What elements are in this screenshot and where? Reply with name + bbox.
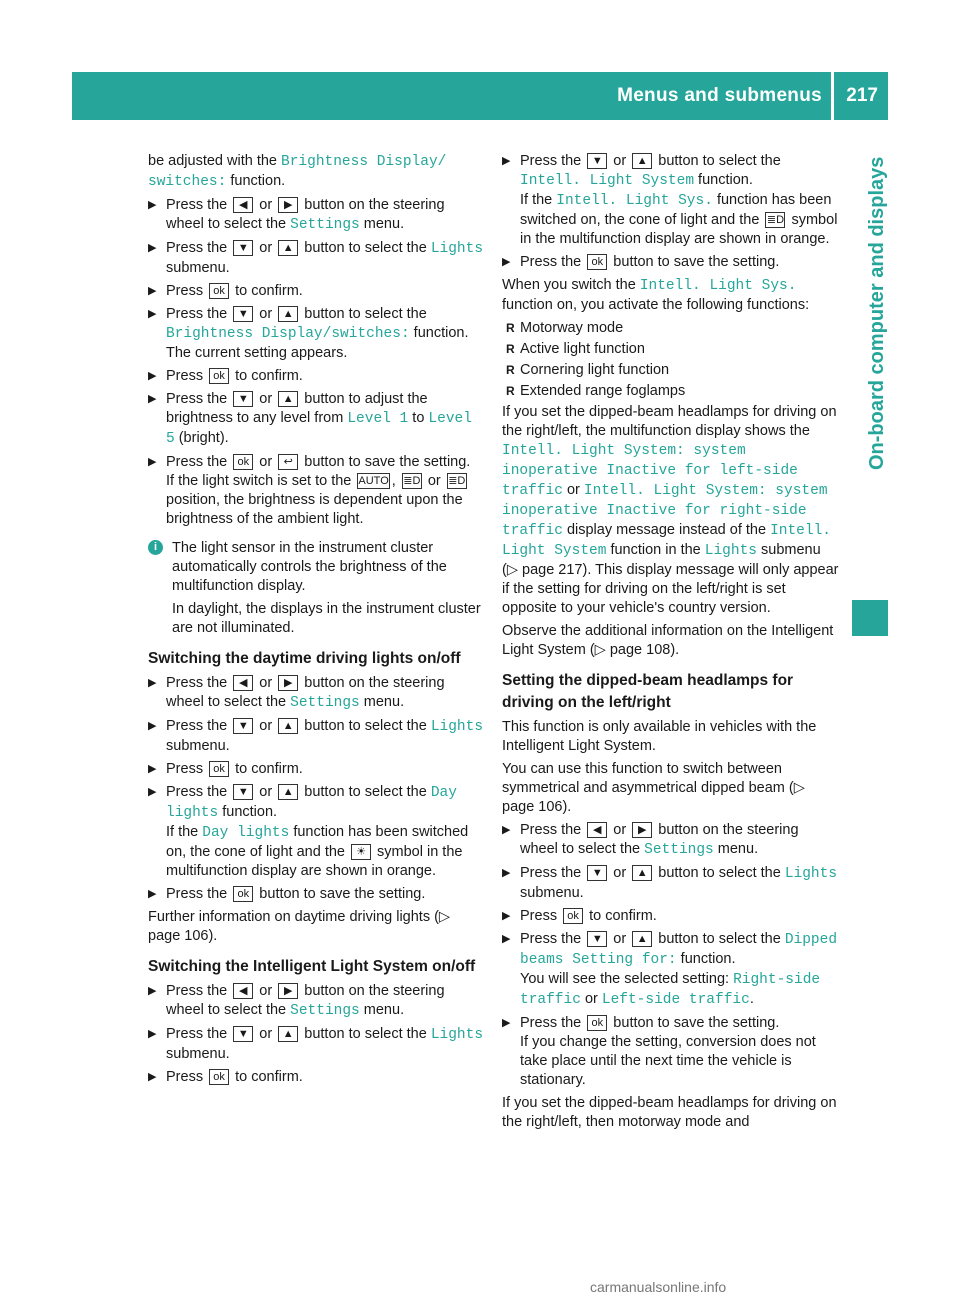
ok-key-icon: ok	[587, 254, 607, 270]
dipped-beam-icon: ≣D	[766, 214, 785, 227]
right-arrow-key-icon: ▶	[278, 197, 298, 213]
step: ▶ Press the ▼ or ▲ button to select the Lights submenu.	[148, 1025, 486, 1064]
step: ▶ Press ok to confirm.	[148, 367, 486, 386]
down-arrow-key-icon: ▼	[233, 1026, 253, 1042]
daytime-light-icon: ☀	[351, 844, 371, 860]
step: ▶ Press the ▼ or ▲ button to select the Intell. Light System function. If the Intell. Light Sys. function has been switched on, the cone of light and the ≣D symbol in the multifunction display are shown in orange.	[502, 152, 840, 249]
up-arrow-key-icon: ▲	[278, 718, 298, 734]
step: ▶ Press the ▼ or ▲ button to select the Lights submenu.	[148, 239, 486, 278]
down-arrow-key-icon: ▼	[233, 784, 253, 800]
step: ▶ Press the ok or ↩ button to save the setting. If the light switch is set to the AUTO , ≣D or ≣D position, the brightness is dependent upon the brightness of the ambient light.	[148, 453, 486, 529]
down-arrow-key-icon: ▼	[233, 718, 253, 734]
further-info: Further information on daytime driving lights (▷ page 106).	[148, 909, 451, 944]
list-item: R Active light function	[502, 340, 840, 359]
step: ▶ Press the ▼ or ▲ button to adjust the brightness to any level from Level 1 to Level 5 (bright).	[148, 390, 486, 449]
back-key-icon: ↩	[278, 454, 298, 470]
list-item: R Extended range foglamps	[502, 382, 840, 401]
step: ▶ Press ok to confirm.	[148, 282, 486, 301]
up-arrow-key-icon: ▲	[632, 931, 652, 947]
paragraph: If you set the dipped-beam headlamps for driving on the right/left, the multifunction display shows the Intell. Light System: system inoperative Inactive for left-side traffic or Intell. Light System: system inoperative Inactive for right-side traffic display message instead of the Intell. Light System function in the Lights submenu (▷ page 217). This display message will only appear if the setting for driving on the left/right is set opposite to your vehicle's country version.	[502, 404, 839, 616]
list-item: R Cornering light function	[502, 361, 840, 380]
step: ▶ Press the ◀ or ▶ button on the steering wheel to select the Settings menu.	[148, 982, 486, 1021]
left-arrow-key-icon: ◀	[233, 983, 253, 999]
auto-light-icon: AUTO	[358, 475, 389, 488]
step: ▶ Press ok to confirm.	[502, 907, 840, 926]
section-title: Menus and submenus	[617, 85, 822, 106]
paragraph: Observe the additional information on the Intelligent Light System (▷ page 108).	[502, 623, 834, 658]
right-column	[502, 152, 840, 1136]
footer-watermark: carmanualsonline.info	[590, 1279, 727, 1295]
up-arrow-key-icon: ▲	[278, 306, 298, 322]
dipped-beam-icon: ≣D	[448, 475, 466, 488]
left-arrow-key-icon: ◀	[233, 197, 253, 213]
ok-key-icon: ok	[563, 908, 583, 924]
step: ▶ Press the ▼ or ▲ button to select the Dipped beams Setting for: function. You will see the selected setting: Right-side traffic or Left-side traffic.	[502, 930, 840, 1010]
up-arrow-key-icon: ▲	[632, 153, 652, 169]
ok-key-icon: ok	[587, 1015, 607, 1031]
down-arrow-key-icon: ▼	[233, 391, 253, 407]
info-icon: i	[148, 540, 163, 555]
step: ▶ Press the ▼ or ▲ button to select the Brightness Display/switches: function. The current setting appears.	[148, 305, 486, 363]
paragraph: When you switch the Intell. Light Sys. function on, you activate the following functions:	[502, 277, 810, 313]
ok-key-icon: ok	[233, 886, 253, 902]
ok-key-icon: ok	[233, 454, 253, 470]
chapter-tab-marker	[852, 600, 888, 636]
section-heading: Switching the daytime driving lights on/off	[148, 650, 461, 667]
right-arrow-key-icon: ▶	[278, 983, 298, 999]
left-column	[148, 152, 486, 1091]
step: ▶ Press ok to confirm.	[148, 1068, 486, 1087]
right-arrow-key-icon: ▶	[278, 675, 298, 691]
header-divider	[831, 72, 834, 120]
up-arrow-key-icon: ▲	[278, 240, 298, 256]
paragraph: You can use this function to switch between symmetrical and asymmetrical dipped beam (▷ page 106).	[502, 761, 805, 815]
up-arrow-key-icon: ▲	[278, 1026, 298, 1042]
list-item: R Motorway mode	[502, 319, 840, 338]
step: ▶ Press the ▼ or ▲ button to select the Day lights function. If the Day lights function has been switched on, the cone of light and the ☀ symbol in the multifunction display are shown in orange.	[148, 783, 486, 881]
chapter-tab-label: On-board computer and displays	[866, 156, 888, 470]
ok-key-icon: ok	[209, 761, 229, 777]
down-arrow-key-icon: ▼	[587, 931, 607, 947]
paragraph: This function is only available in vehicles with the Intelligent Light System.	[502, 719, 817, 754]
up-arrow-key-icon: ▲	[278, 784, 298, 800]
step: ▶ Press the ▼ or ▲ button to select the Lights submenu.	[502, 864, 840, 903]
step: ▶ Press ok to confirm.	[148, 760, 486, 779]
left-arrow-key-icon: ◀	[587, 822, 607, 838]
step: ▶ Press the ◀ or ▶ button on the steering wheel to select the Settings menu.	[502, 821, 840, 860]
ok-key-icon: ok	[209, 283, 229, 299]
left-arrow-key-icon: ◀	[233, 675, 253, 691]
step: ▶ Press the ok button to save the setting. If you change the setting, conversion does not take place until the next time the vehicle is stationary.	[502, 1014, 840, 1090]
step: ▶ Press the ◀ or ▶ button on the steering wheel to select the Settings menu.	[148, 674, 486, 713]
page-number: 217	[846, 85, 878, 106]
section-heading: Setting the dipped-beam headlamps for driving on the left/right	[502, 672, 794, 711]
step: ▶ Press the ◀ or ▶ button on the steering wheel to select the Settings menu.	[148, 196, 486, 235]
down-arrow-key-icon: ▼	[233, 240, 253, 256]
intro-paragraph: be adjusted with the Brightness Display/ switches: function.	[148, 153, 447, 190]
paragraph: If you set the dipped-beam headlamps for driving on the right/left, then motorway mode and	[502, 1095, 837, 1130]
step: ▶ Press the ▼ or ▲ button to select the Lights submenu.	[148, 717, 486, 756]
section-heading: Switching the Intelligent Light System on/off	[148, 958, 476, 975]
info-note: i The light sensor in the instrument cluster automatically controls the brightness of the multifunction display. In daylight, the displays in the instrument cluster are not illuminated.	[148, 539, 486, 638]
down-arrow-key-icon: ▼	[587, 153, 607, 169]
page-header	[72, 72, 888, 120]
ok-key-icon: ok	[209, 1069, 229, 1085]
step: ▶ Press the ok button to save the setting.	[502, 253, 840, 272]
right-arrow-key-icon: ▶	[632, 822, 652, 838]
down-arrow-key-icon: ▼	[233, 306, 253, 322]
up-arrow-key-icon: ▲	[632, 865, 652, 881]
ok-key-icon: ok	[209, 368, 229, 384]
step: ▶ Press the ok button to save the setting.	[148, 885, 486, 904]
down-arrow-key-icon: ▼	[587, 865, 607, 881]
up-arrow-key-icon: ▲	[278, 391, 298, 407]
parking-light-icon: ≣D	[403, 475, 421, 488]
